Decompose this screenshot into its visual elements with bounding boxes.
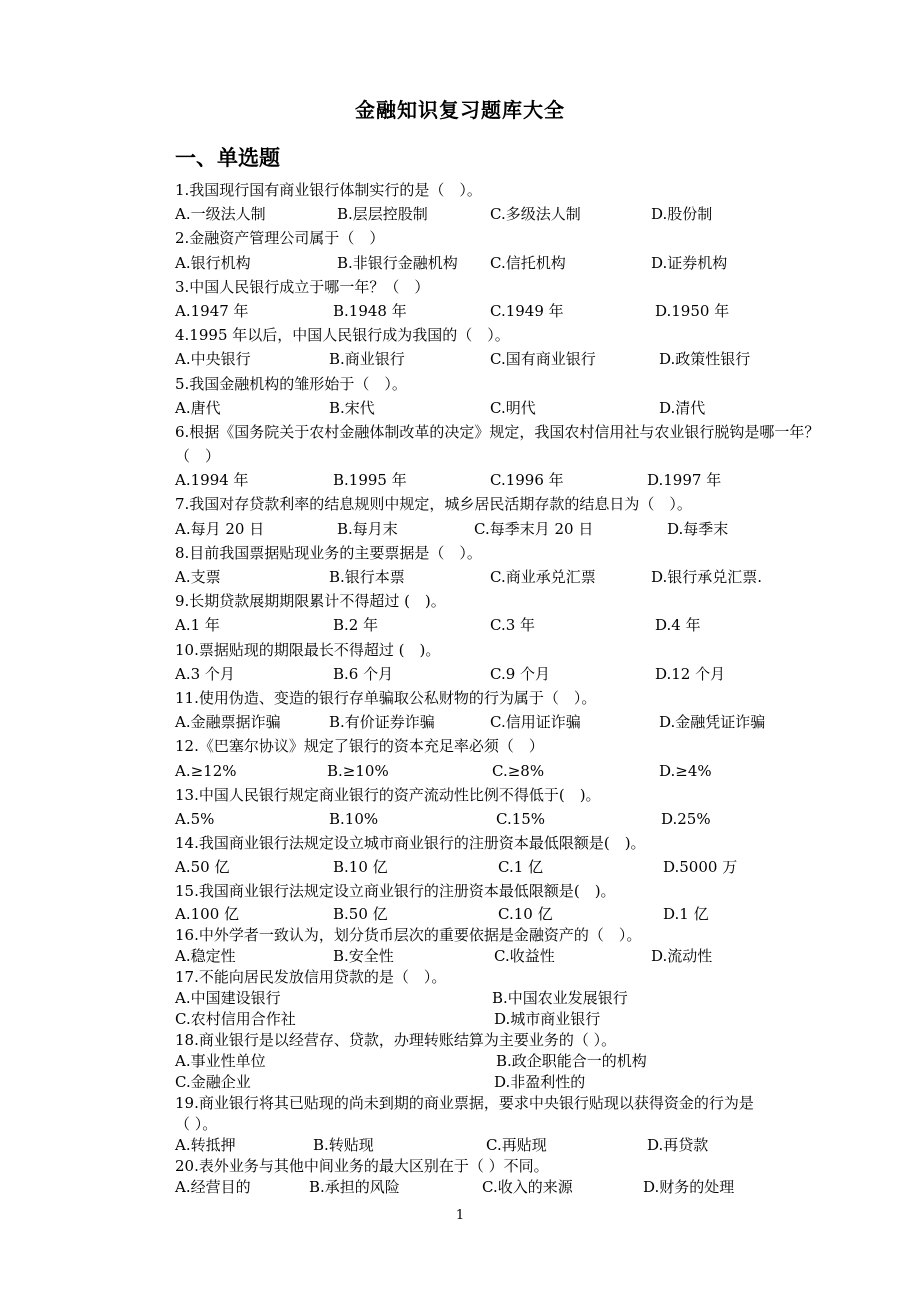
option-d: D.财务的处理 (643, 1177, 735, 1196)
question-text: 4.1995 年以后，中国人民银行成为我国的（ ）。 (175, 326, 510, 345)
option-b: B.安全性 (333, 946, 394, 965)
option-row (175, 565, 855, 589)
option-c: C.信用证诈骗 (490, 713, 581, 732)
option-a: A.支票 (175, 568, 221, 587)
option-d: D.5000 万 (663, 858, 738, 877)
option-a: A.经营目的 (175, 1177, 251, 1196)
option-b: B.商业银行 (329, 350, 405, 369)
option-a: A.唐代 (175, 398, 221, 417)
question-text: 9.长期贷款展期期限累计不得超过 ( )。 (175, 592, 446, 611)
option-a: A.100 亿 (175, 904, 239, 923)
option-row (175, 613, 855, 637)
option-b: B.2 年 (333, 616, 379, 635)
option-row (175, 396, 855, 420)
option-row (175, 347, 855, 371)
option-d: D.流动性 (651, 946, 713, 965)
option-c: C.商业承兑汇票 (490, 568, 596, 587)
option-b: B.转贴现 (313, 1135, 374, 1154)
option-c: C.多级法人制 (490, 205, 581, 224)
option-d: D.证券机构 (651, 253, 728, 272)
option-d: D.城市商业银行 (494, 1009, 601, 1028)
option-a: A.3 个月 (175, 664, 235, 683)
question-list (175, 178, 855, 1198)
option-a: A.转抵押 (175, 1135, 236, 1154)
option-c: C.3 年 (490, 616, 536, 635)
option-a: A.1994 年 (175, 471, 249, 490)
option-a: A.5% (175, 809, 215, 828)
option-a: A.每月 20 日 (175, 519, 265, 538)
option-b: B.中国农业发展银行 (492, 988, 628, 1007)
option-row (175, 1135, 855, 1156)
option-a: A.金融票据诈骗 (175, 713, 281, 732)
option-c: C.10 亿 (498, 904, 553, 923)
option-a: A.1 年 (175, 616, 220, 635)
question-text: 18.商业银行是以经营存、贷款，办理转账结算为主要业务的（ ）。 (175, 1030, 617, 1049)
question-text: 20.表外业务与其他中间业务的最大区别在于（ ）不同。 (175, 1156, 549, 1175)
option-b: B.10% (329, 809, 379, 828)
option-b: B.非银行金融机构 (337, 253, 458, 272)
question-text: 11.使用伪造、变造的银行存单骗取公私财物的行为属于（ ）。 (175, 688, 597, 707)
option-row (175, 759, 855, 783)
option-d: D.1 亿 (663, 904, 709, 923)
option-d: D.1997 年 (647, 471, 722, 490)
option-b: B.政企职能合一的机构 (496, 1051, 647, 1070)
option-row (175, 299, 855, 323)
option-d: D.25% (661, 809, 711, 828)
question-text: 5.我国金融机构的雏形始于（ ）。 (175, 374, 407, 393)
question-text: 7.我国对存贷款利率的结息规则中规定，城乡居民活期存款的结息日为（ ）。 (175, 495, 692, 514)
option-a: A.≥12% (175, 761, 237, 780)
option-d: D.政策性银行 (659, 350, 751, 369)
option-a: A.事业性单位 (175, 1051, 266, 1070)
option-c: C.国有商业银行 (490, 350, 596, 369)
option-b: B.层层控股制 (337, 205, 428, 224)
option-c: C.1996 年 (490, 471, 564, 490)
option-row (175, 855, 855, 879)
option-b: B.6 个月 (333, 664, 394, 683)
option-b: B.50 亿 (333, 904, 388, 923)
option-b: B.1948 年 (333, 301, 407, 320)
option-d: D.清代 (659, 398, 706, 417)
question-text: 14.我国商业银行法规定设立城市商业银行的注册资本最低限额是( )。 (175, 834, 646, 853)
option-b: B.≥10% (327, 761, 389, 780)
option-row (175, 1051, 855, 1072)
option-row (175, 710, 855, 734)
question-text: 15.我国商业银行法规定设立商业银行的注册资本最低限额是( )。 (175, 882, 616, 901)
option-c: C.1 亿 (498, 858, 544, 877)
question-text: 16.中外学者一致认为，划分货币层次的重要依据是金融资产的（ ）。 (175, 925, 642, 944)
option-c: C.每季末月 20 日 (474, 519, 594, 538)
option-b: B.每月末 (337, 519, 398, 538)
option-d: D.≥4% (659, 761, 712, 780)
option-a: A.一级法人制 (175, 205, 266, 224)
question-text: 2.金融资产管理公司属于（ ） (175, 229, 385, 248)
question-text: 10.票据贴现的期限最长不得超过 ( )。 (175, 640, 441, 659)
option-d: D.金融凭证诈骗 (659, 713, 766, 732)
option-row (175, 251, 855, 275)
option-d: D.非盈利性的 (494, 1072, 586, 1091)
question-text: 3.中国人民银行成立于哪一年？（ ） (175, 277, 430, 296)
option-d: D.1950 年 (655, 301, 730, 320)
option-a: A.中央银行 (175, 350, 251, 369)
document-title: 金融知识复习题库大全 (355, 98, 565, 122)
option-row (175, 807, 855, 831)
option-d: D.4 年 (655, 616, 701, 635)
question-text: 17.不能向居民发放信用贷款的是（ ）。 (175, 967, 447, 986)
option-c: C.收入的来源 (482, 1177, 573, 1196)
option-row (175, 662, 855, 686)
option-row (175, 468, 855, 492)
option-c: C.9 个月 (490, 664, 551, 683)
option-b: B.有价证券诈骗 (329, 713, 435, 732)
page-number: 1 (455, 1208, 465, 1223)
question-text: 1.我国现行国有商业银行体制实行的是（ ）。 (175, 181, 482, 199)
option-row (175, 946, 855, 967)
option-d: D.每季末 (667, 519, 729, 538)
option-b: B.承担的风险 (309, 1177, 400, 1196)
option-a: A.中国建设银行 (175, 988, 281, 1007)
option-d: D.银行承兑汇票. (651, 568, 763, 587)
option-d: D.股份制 (651, 205, 713, 224)
question-text: 8.目前我国票据贴现业务的主要票据是（ ）。 (175, 543, 482, 562)
option-row (175, 1072, 855, 1093)
option-row (175, 517, 855, 541)
option-row (175, 988, 855, 1009)
option-c: C.1949 年 (490, 301, 564, 320)
option-row (175, 1177, 855, 1198)
option-a: A.稳定性 (175, 946, 236, 965)
option-b: B.银行本票 (329, 568, 405, 587)
option-d: D.12 个月 (655, 664, 726, 683)
section-heading: 一、单选题 (175, 145, 280, 170)
question-text: 6.根据《国务院关于农村金融体制改革的决定》规定，我国农村信用社与农业银行脱钩是哪一年？（ ） (175, 422, 820, 466)
option-row (175, 1009, 855, 1030)
option-a: A.银行机构 (175, 253, 251, 272)
option-c: C.再贴现 (486, 1135, 547, 1154)
option-c: C.≥8% (492, 761, 545, 780)
option-c: C.金融企业 (175, 1072, 251, 1091)
question-text: 19.商业银行将其已贴现的尚未到期的商业票据，要求中央银行贴现以获得资金的行为是（ ）。 (175, 1093, 754, 1133)
option-d: D.再贷款 (647, 1135, 709, 1154)
option-c: C.信托机构 (490, 253, 566, 272)
option-b: B.宋代 (329, 398, 375, 417)
option-c: C.农村信用合作社 (175, 1009, 296, 1028)
option-c: C.收益性 (494, 946, 555, 965)
question-text: 12.《巴塞尔协议》规定了银行的资本充足率必须（ ） (175, 737, 544, 756)
option-c: C.明代 (490, 398, 536, 417)
option-b: B.10 亿 (333, 858, 388, 877)
option-a: A.1947 年 (175, 301, 249, 320)
option-row (175, 904, 855, 925)
option-a: A.50 亿 (175, 858, 230, 877)
question-text: 13.中国人民银行规定商业银行的资产流动性比例不得低于( )。 (175, 785, 601, 804)
option-b: B.1995 年 (333, 471, 407, 490)
option-c: C.15% (496, 809, 546, 828)
option-row (175, 202, 855, 226)
